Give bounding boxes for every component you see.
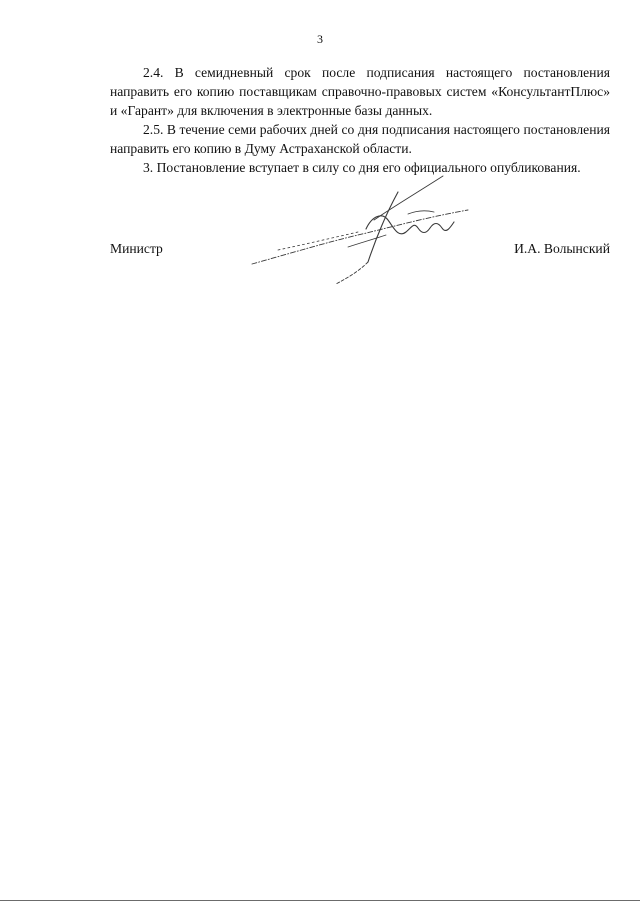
handwritten-signature xyxy=(248,172,478,292)
document-body xyxy=(110,63,610,177)
page-number: 3 xyxy=(317,32,323,46)
signatory-title: Министр xyxy=(110,241,163,256)
page-bottom-edge xyxy=(0,900,640,901)
signatory-name: И.А. Волынский xyxy=(514,241,610,256)
paragraph-2-5: 2.5. В течение семи рабочих дней со дня подписания настоящего постановления направить его копию в Думу Астраханской области. xyxy=(110,122,610,156)
paragraph-2-4: 2.4. В семидневный срок после подписания настоящего постановления направить его копию поставщикам справочно-правовых систем «КонсультантПлюс» и «Гарант» для включения в электронные базы данных. xyxy=(110,65,610,118)
paragraph-3: 3. Постановление вступает в силу со дня его официального опубликования. xyxy=(143,160,581,175)
